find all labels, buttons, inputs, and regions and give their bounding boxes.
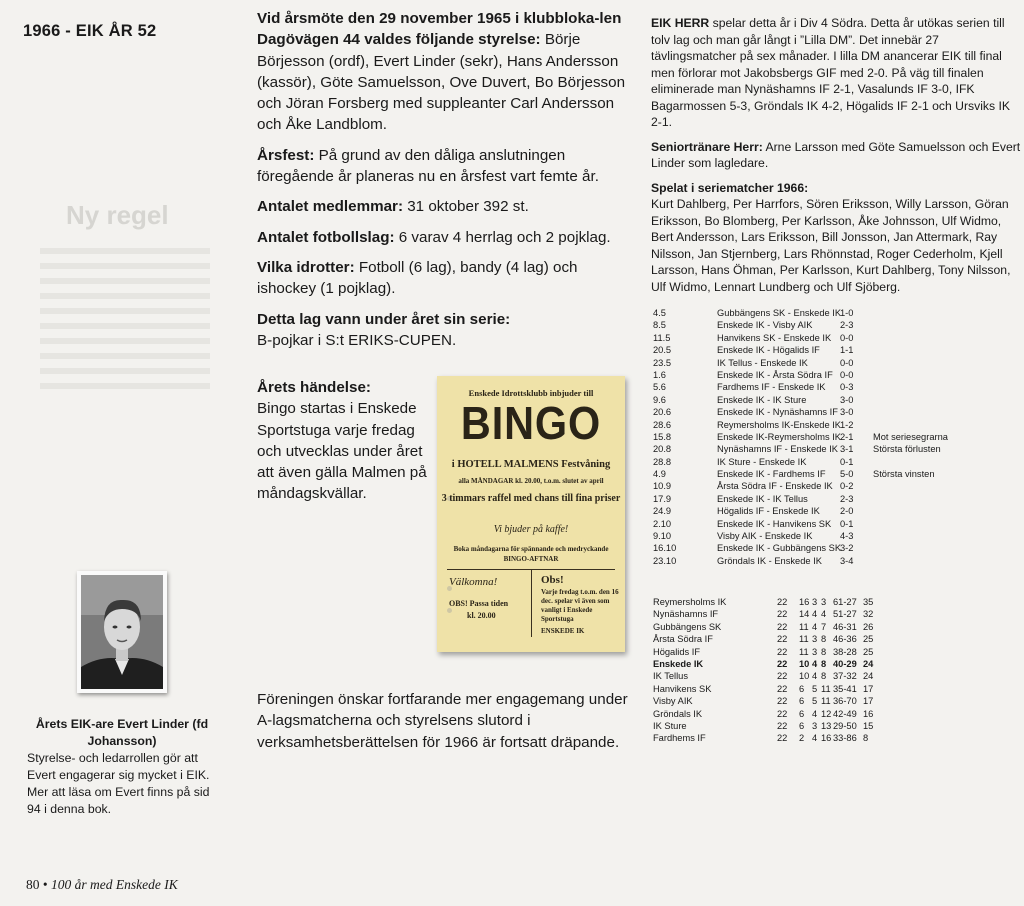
table-goals: 51-27 [833,609,857,620]
table-goals: 61-27 [833,597,857,607]
match-teams: Enskede IK - Gubbängens SK [717,543,842,554]
coach-paragraph [651,139,1023,172]
caption-title: Årets EIK-are Evert Linder (fd Johansson) [35,717,209,748]
table-played: 22 [777,733,788,744]
table-losses: 8 [821,646,827,657]
table-played: 22 [777,696,788,707]
table-goals: 46-36 [833,634,857,645]
table-team: Gubbängens SK [653,621,722,632]
table-team: IK Tellus [653,671,688,682]
table-losses: 3 [821,597,827,607]
match-result: 0-2 [840,481,854,492]
match-teams: Enskede IK - Fardhems IF [717,469,826,480]
table-points: 24 [863,658,874,669]
match-date: 4.9 [653,469,666,480]
portrait-image [81,575,163,689]
match-date: 11.5 [653,332,671,343]
intro-lead: Vid årsmöte den 29 november 1965 i klubbloka-len Dagövägen 44 valdes följande styrelse: [257,10,622,49]
section-label: Detta lag vann under året sin serie: [257,310,511,328]
table-losses: 8 [821,658,827,669]
table-wins: 11 [799,646,809,657]
match-teams: IK Sture - Enskede IK [717,456,807,467]
table-draws: 3 [812,597,818,607]
match-result: 1-2 [840,419,854,430]
page-footer [26,877,178,893]
players-text: Kurt Dahlberg, Per Harrfors, Sören Eriksson, Willy Larsson, Göran Eriksson, Bo Blomberg, Per Karlsson, Åke Johnsson, Ulf Widmo, Bert Andersson, Lars Eriksson, Bill Jonsson, Jan Attermark, Ray Nilsson, Jan Stjernberg, Lars Rhönnstad, Roger Cederholm, Kjell Larsson, Hans Öhman, Per Karlsson, Kurt Dahlberg, Tony Nilsson, Ulf Widmo, Lennart Lundberg och Ulf Sjöberg. [651,197,1011,294]
table-team: Årsta Södra IF [653,634,713,645]
match-result: 3-2 [840,543,854,554]
table-points: 32 [863,609,874,620]
match-date: 20.5 [653,345,672,356]
section-label: Årsfest: [257,146,315,164]
poster-book: Boka måndagarna för spännande och medryckande BINGO-AFTNAR [453,545,609,563]
table-points: 26 [863,621,874,632]
match-date: 9.10 [653,531,672,542]
table-losses: 11 [821,696,831,707]
poster-invite: Enskede Idrottsklubb inbjuder till [468,388,594,398]
table-draws: 4 [812,671,818,682]
match-row [651,456,1011,468]
match-row [651,369,1011,381]
table-goals: 36-70 [833,696,857,707]
photo-caption [27,716,217,818]
table-team: Gröndals IK [653,708,703,719]
table-played: 22 [777,683,788,694]
match-result: 3-4 [840,555,854,566]
match-result: 0-3 [840,382,854,393]
poster-club: ENSKEDE IK [541,627,585,635]
table-goals: 38-28 [833,646,857,657]
match-teams: IK Tellus - Enskede IK [717,357,808,368]
match-row [651,480,1011,492]
poster-time-note: OBS! Passa tiden [449,599,509,608]
poster-coffee: Vi bjuder på kaffe! [493,524,569,535]
table-losses: 4 [821,609,827,620]
table-points: 16 [863,708,874,719]
table-wins: 10 [799,671,810,682]
table-wins: 11 [799,621,809,632]
match-date: 1.6 [653,369,666,380]
match-row [651,518,1011,530]
match-result: 0-1 [840,518,854,529]
match-result: 3-1 [840,444,854,455]
section-idrotter [257,257,629,300]
table-draws: 3 [812,720,818,731]
match-teams: Årsta Södra IF - Enskede IK [717,481,833,492]
match-teams: Enskede IK - Visby AIK [717,320,813,331]
section-text: B-pojkar i S:t ERIKS-CUPEN. [257,331,457,349]
herr-label: EIK HERR [651,16,710,30]
match-result: 1-0 [840,308,854,318]
page-number: 80 • [26,877,48,892]
players-label: Spelat i seriematcher 1966: [651,180,809,195]
table-team: IK Sture [653,720,687,731]
section-text: 31 oktober 392 st. [403,198,529,216]
table-points: 25 [863,634,874,645]
table-played: 22 [777,597,788,607]
match-result: 2-1 [840,431,854,442]
match-row [651,505,1011,517]
match-date: 17.9 [653,493,672,504]
match-teams: Enskede IK - Hanvikens SK [717,518,832,529]
table-team: Nynäshamns IF [653,609,719,620]
table-played: 22 [777,634,788,645]
match-date: 20.6 [653,407,672,418]
match-teams: Enskede IK - Högalids IF [717,345,820,356]
table-played: 22 [777,646,788,657]
section-label: Vilka idrotter: [257,258,355,276]
match-result: 2-0 [840,506,854,517]
table-wins: 6 [799,696,805,707]
table-points: 17 [863,683,874,694]
events-text: Bingo startas i Enskede Sportstuga varje fredag och utvecklas under året att även gälla Malmen på måndagskvällar. [257,400,427,503]
match-result: 2-3 [840,493,854,504]
match-row [651,555,1011,567]
intro-text: Börje Börjesson (ordf), Evert Linder (sekr), Hans Andersson (kassör), Göte Samuelsson, Ove Duvert, Bo Börjesson och Jöran Forsberg med suppleanter Carl Andersson och Åke Landblom. [257,31,626,134]
table-draws: 4 [812,733,818,744]
table-wins: 14 [799,609,810,620]
match-date: 23.10 [653,555,677,566]
match-result: 3-0 [840,394,854,405]
table-points: 8 [863,733,869,744]
match-result: 0-0 [840,357,854,368]
match-row [651,530,1011,542]
table-goals: 40-29 [833,658,857,669]
match-row [651,419,1011,431]
league-table [651,596,891,745]
table-row [651,621,891,633]
table-goals: 42-49 [833,708,857,719]
table-team: Högalids IF [653,646,701,657]
table-goals: 33-86 [833,733,857,744]
match-row [651,332,1011,344]
poster-venue: i HOTELL MALMENS Festvåning [451,459,611,470]
bleed-through-heading: Ny regel [66,200,169,230]
poster-schedule: alla MÅNDAGAR kl. 20.00, t.o.m. slutet av april [458,477,604,485]
match-note: Största förlusten [873,444,941,455]
match-teams: Gröndals IK - Enskede IK [717,555,822,566]
table-losses: 8 [821,671,827,682]
main-column [257,8,629,360]
herr-paragraph [651,15,1023,131]
match-date: 15.8 [653,431,672,442]
match-row [651,406,1011,418]
table-losses: 7 [821,621,827,632]
match-teams: Visby AIK - Enskede IK [717,531,813,542]
match-row [651,542,1011,554]
right-column [651,15,1023,303]
table-played: 22 [777,720,788,731]
bleed-through-lines [40,248,210,398]
table-wins: 16 [799,597,810,607]
table-played: 22 [777,609,788,620]
table-points: 17 [863,696,874,707]
table-wins: 6 [799,708,805,719]
match-date: 20.8 [653,444,672,455]
match-result: 3-0 [840,407,854,418]
table-points: 35 [863,597,874,607]
match-row [651,443,1011,455]
table-goals: 46-31 [833,621,857,632]
table-row [651,683,891,695]
match-row [651,394,1011,406]
match-date: 28.6 [653,419,672,430]
match-teams: Högalids IF - Enskede IK [717,506,820,517]
section-label: Antalet medlemmar: [257,198,404,216]
match-row [651,381,1011,393]
table-team: Fardhems IF [653,733,706,744]
section-text: 6 varav 4 herrlag och 2 pojklag. [394,228,611,246]
table-losses: 11 [821,683,831,694]
table-row [651,670,891,682]
match-teams: Enskede IK - Årsta Södra IF [717,369,833,380]
match-result: 2-3 [840,320,854,331]
match-row [651,357,1011,369]
poster-bingo: BINGO [460,397,602,449]
coach-label: Seniortränare Herr: [651,139,763,154]
table-row [651,708,891,720]
table-row [651,720,891,732]
closing-paragraph [257,689,629,753]
coach-text: Arne Larsson med Göte Samuelsson och Evert Linder som lagledare. [651,139,1021,170]
table-row [651,732,891,744]
table-wins: 6 [799,720,805,731]
match-list [651,307,1011,567]
table-losses: 8 [821,634,827,645]
match-row [651,344,1011,356]
table-wins: 2 [799,733,805,744]
table-draws: 3 [812,646,818,657]
match-row [651,431,1011,443]
table-losses: 16 [821,733,832,744]
events-block [257,377,435,505]
table-goals: 35-41 [833,683,857,694]
match-teams: Enskede IK - Nynäshamns IF [717,407,838,418]
match-date: 9.6 [653,394,666,405]
match-date: 16.10 [653,543,677,554]
table-played: 22 [777,621,788,632]
table-row [651,658,891,670]
table-draws: 4 [812,708,818,719]
table-row [651,608,891,620]
section-fotbollslag [257,227,629,248]
match-teams: Enskede IK - IK Tellus [717,493,808,504]
match-note: Största vinsten [873,469,935,480]
table-wins: 10 [799,658,810,669]
match-row [651,468,1011,480]
table-goals: 29-50 [833,720,857,731]
match-result: 0-0 [840,369,854,380]
match-result: 0-1 [840,456,854,467]
table-wins: 11 [799,634,809,645]
events-label: Årets händelse: [257,379,371,396]
section-medlemmar [257,196,629,217]
table-team: Reymersholms IK [653,597,727,607]
table-draws: 4 [812,609,818,620]
herr-text: spelar detta år i Div 4 Södra. Detta år utökas serien till tolv lag och man går långt i ”Lilla DM”. Det innebär 27 tävlingsmatcher på sex månader. I lilla DM anancerar EIK till final men förlorar mot Jakobsbergs GIF med 2-0. På väg till finalen eliminerade man Nynäshamns IF 2-1, Vasalunds IF 3-0, IFK Bagarmossen 5-3, Gröndals IK 4-2, Högalids IF 2-1 och Ursviks IK 2-1. [651,16,1011,129]
table-points: 15 [863,720,874,731]
match-result: 5-0 [840,469,854,480]
match-date: 10.9 [653,481,672,492]
table-team: Enskede IK [653,658,704,669]
bingo-poster [437,376,625,652]
table-draws: 4 [812,658,818,669]
section-text: Fotboll (6 lag), bandy (4 lag) och ishockey (1 pojklag). [257,258,578,298]
match-result: 1-1 [840,345,854,356]
caption-text: Styrelse- och ledarrollen gör att Evert engagerar sig mycket i EIK. Mer att läsa om Evert finns på sid 94 i denna bok. [27,751,210,816]
table-draws: 5 [812,683,818,694]
match-teams: Fardhems IF - Enskede IK [717,382,826,393]
match-date: 28.8 [653,456,672,467]
poster-obs-text: Varje fredag t.o.m. den 16 dec. spelar vi även som vanligt i Enskede Sportstuga [541,588,619,623]
poster-welcome: Välkomna! [449,576,498,588]
table-draws: 4 [812,621,818,632]
section-serie [257,309,629,352]
match-row [651,307,1011,319]
table-goals: 37-32 [833,671,857,682]
match-date: 2.10 [653,518,672,529]
portrait-photo [77,571,167,693]
match-teams: Enskede IK - IK Sture [717,394,807,405]
match-date: 5.6 [653,382,666,393]
match-row [651,493,1011,505]
table-wins: 6 [799,683,805,694]
poster-obs: Obs! [541,574,564,586]
table-draws: 3 [812,634,818,645]
section-label: Antalet fotbollslag: [257,228,395,246]
poster-time: kl. 20.00 [467,611,496,620]
match-date: 23.5 [653,357,672,368]
poster-raffle: 3 timmars raffel med chans till fina priser [441,493,621,504]
intro-paragraph [257,8,629,136]
page-title: 1966 - EIK ÅR 52 [23,22,157,40]
match-date: 4.5 [653,308,666,318]
players-paragraph [651,180,1023,296]
section-arsfest [257,145,629,188]
match-result: 0-0 [840,332,854,343]
book-title: 100 år med Enskede IK [50,877,178,892]
table-losses: 12 [821,708,832,719]
table-played: 22 [777,708,788,719]
match-row [651,319,1011,331]
match-teams: Reymersholms IK-Enskede IK [717,419,842,430]
section-text: På grund av den dåliga anslutningen föregående år planeras nu en årsfest vart femte år. [257,146,599,186]
table-row [651,633,891,645]
table-played: 22 [777,671,788,682]
table-team: Visby AIK [653,696,693,707]
match-note: Mot seriesegrarna [873,431,948,442]
table-points: 25 [863,646,874,657]
table-row [651,596,891,608]
table-draws: 5 [812,696,818,707]
match-teams: Gubbängens SK - Enskede IK [717,308,842,318]
table-row [651,646,891,658]
closing-text: Föreningen önskar fortfarande mer engagemang under A-lagsmatcherna och styrelsens slutord i verksamhetsberättelsen för 1966 är fortsatt dräpande. [257,691,628,751]
table-points: 24 [863,671,874,682]
match-result: 4-3 [840,531,854,542]
match-date: 8.5 [653,320,666,331]
table-played: 22 [777,658,788,669]
table-losses: 13 [821,720,832,731]
match-teams: Hanvikens SK - Enskede IK [717,332,832,343]
match-teams: Enskede IK-Reymersholms IK [717,431,842,442]
table-row [651,695,891,707]
match-teams: Nynäshamns IF - Enskede IK [717,444,838,455]
table-team: Hanvikens SK [653,683,712,694]
match-date: 24.9 [653,506,672,517]
